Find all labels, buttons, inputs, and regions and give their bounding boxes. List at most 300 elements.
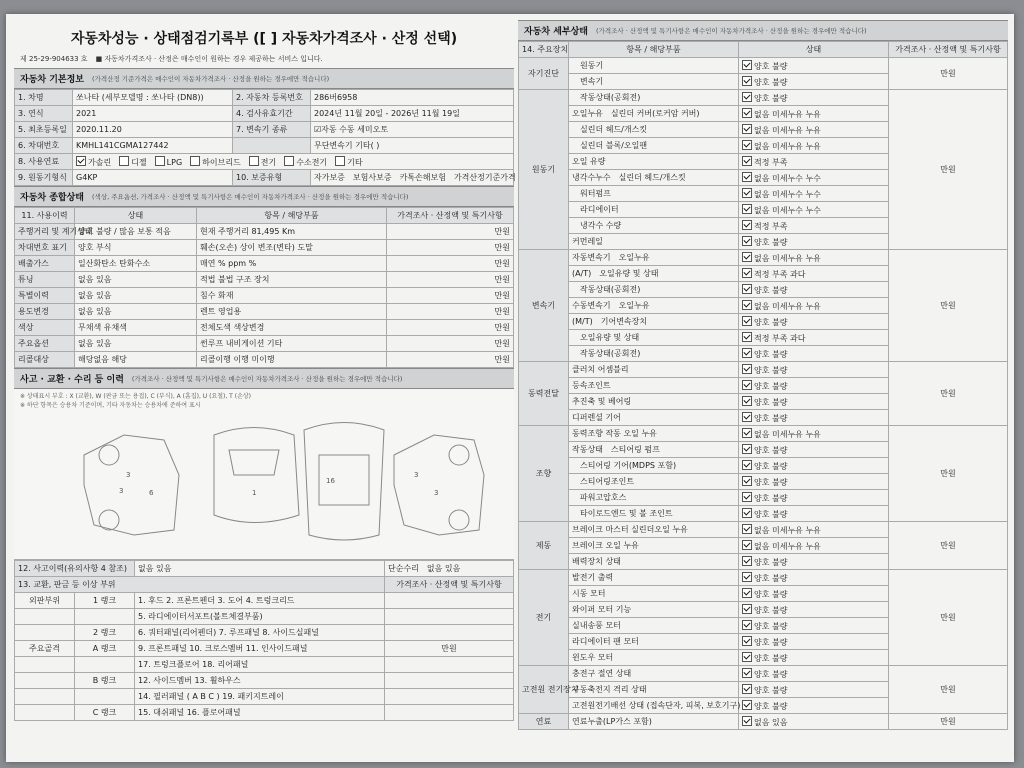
state-value[interactable] [739,90,889,106]
state-options: 없음 미세누수 누수 [754,173,821,183]
price-value: 만원 [387,240,514,256]
svg-text:6: 6 [149,489,154,497]
price-value [385,657,514,673]
table-row [519,362,1008,378]
checkbox-icon[interactable] [742,444,752,454]
state-value[interactable] [739,74,889,90]
summary-header [14,186,514,207]
field-label: 1. 차명 [15,90,73,106]
checkbox-icon[interactable] [76,156,86,166]
checkbox-icon[interactable] [742,540,752,550]
part-value [569,682,739,698]
state-options: 양호 불량 [754,317,788,327]
state-options: 양호 불량 [754,557,788,567]
option-label: 전기 [260,157,277,167]
item-label: 색상 [15,320,75,336]
state-options: 없음 미세누유 누유 [754,541,821,551]
state-options: 적정 부족 [754,221,788,231]
part-item: 기어변속장치 [600,317,648,326]
checkbox-icon[interactable] [742,380,752,390]
table-row [15,336,514,352]
table-row [15,657,514,673]
sub-item: (M/T) [572,317,593,326]
checkbox-icon[interactable] [742,588,752,598]
table-row [15,593,514,609]
part-item: 스티어링 펌프 [610,445,660,454]
state-value[interactable] [739,154,889,170]
device-group: 조향 [519,426,569,522]
state-value[interactable]: 없음 있음 [135,561,385,577]
part-value [569,410,739,426]
fuel-option[interactable] [249,156,276,168]
part-value [569,538,739,554]
table-row [519,426,1008,442]
fuel-options [73,154,514,170]
price-value: 만원 [387,224,514,240]
part-value [569,346,739,362]
field-label: 13. 교환, 판금 등 이상 부위 [15,577,385,593]
price-value [385,705,514,721]
part-value [569,250,739,266]
column-header: 항목 / 해당부품 [197,208,387,224]
state-value[interactable] [739,394,889,410]
state-options: 양호 불량 [754,493,788,503]
state-value[interactable]: 양호 불량 / 많음 보통 적음 [75,224,197,240]
checkbox-icon[interactable] [742,396,752,406]
table-row [15,625,514,641]
part-items[interactable]: 6. 쿼터패널(리어펜더) 7. 루프패널 8. 사이드실패널 [135,625,385,641]
fuel-option[interactable] [76,156,111,168]
price-value: 만원 [889,250,1008,362]
part-value [569,138,739,154]
part-item: 실린더 헤드/개스킷 [618,173,686,182]
state-value[interactable] [739,314,889,330]
part-value [569,490,739,506]
part-item: 실린더 블록/오일팬 [580,141,648,150]
part-items[interactable]: 12. 사이드멤버 13. 휠하우스 [135,673,385,689]
checkbox-icon[interactable] [742,716,752,726]
state-value[interactable] [739,218,889,234]
car-damage-diagram [14,389,514,560]
device-group: 제동 [519,522,569,570]
state-value[interactable] [739,266,889,282]
state-value[interactable]: 해당없음 해당 [75,352,197,368]
field-value: 286버6958 [311,90,514,106]
state-options: 없음 미세누유 누유 [754,301,821,311]
sub-item: 동력조향 작동 오일 누유 [572,429,657,438]
table-row [15,352,514,368]
state-value[interactable]: 일산화탄소 탄화수소 [75,256,197,272]
checkbox-icon[interactable] [742,348,752,358]
state-value[interactable] [739,570,889,586]
state-value[interactable]: 무채색 유채색 [75,320,197,336]
table-row [15,122,514,138]
sub-item: 클러치 어셈블리 [572,365,629,374]
column-header: 항목 / 해당부품 [569,42,739,58]
price-value [385,609,514,625]
fuel-option[interactable] [284,156,327,168]
part-item: 원동기 [580,61,604,70]
section-note: (가격조사 · 산정액 및 특기사항은 매수인이 자동차가격조사 · 산정을 원하는 경우에만 적습니다) [596,27,867,35]
item-label: 배출가스 [15,256,75,272]
part-group [15,705,75,721]
part-items[interactable]: 5. 라디에이터서포트(볼트체결부품) [135,609,385,625]
checkbox-icon[interactable] [742,204,752,214]
device-group: 고전원 전기장치 [519,666,569,714]
state-value[interactable] [739,346,889,362]
state-value[interactable] [739,682,889,698]
checkbox-icon[interactable] [190,156,200,166]
column-header: 가격조사 · 산정액 및 특기사항 [385,577,514,593]
field-label: 4. 검사유효기간 [233,106,311,122]
item-label: 주행거리 및 계기상태 [15,224,75,240]
sub-item: (A/T) [572,269,592,278]
section-title: 자동차 종합상태 [20,193,84,203]
state-value[interactable] [739,58,889,74]
state-options: 없음 미세누유 누유 [754,525,821,535]
sub-item: 라디에이터 팬 모터 [572,637,639,646]
checkbox-icon[interactable] [742,492,752,502]
state-value[interactable] [739,586,889,602]
part-item: 파워고압호스 [580,493,627,502]
field-label: 단순수리 [388,564,419,573]
checkbox-icon[interactable] [742,268,752,278]
checkbox-icon[interactable] [742,108,752,118]
table-row [15,138,514,154]
checkbox-icon[interactable] [742,460,752,470]
state-value[interactable]: 없음 있음 [75,336,197,352]
checkbox-icon[interactable] [155,156,165,166]
part-value [569,282,739,298]
table-row [15,224,514,240]
state-value[interactable] [739,378,889,394]
legend-line: ※ 하단 항목은 승용차 기준이며, 기타 자동차는 승용차에 준하여 표시 [20,402,201,409]
state-value[interactable] [739,602,889,618]
fuel-option[interactable] [335,156,362,168]
state-value[interactable] [739,250,889,266]
field-label: 10. 보증유형 [233,170,311,186]
part-value: 적법 불법 구조 장치 [197,272,387,288]
svg-text:1: 1 [252,489,257,497]
checkbox-icon[interactable] [742,124,752,134]
part-group [15,689,75,705]
checkbox-icon[interactable] [742,188,752,198]
part-value [569,666,739,682]
state-options: 적정 부족 과다 [754,269,806,279]
checkbox-icon[interactable] [742,620,752,630]
checkbox-icon[interactable] [742,508,752,518]
left-column [14,20,514,756]
state-options: 없음 미세누유 누유 [754,125,821,135]
part-value: 렌트 영업용 [197,304,387,320]
part-value [569,106,739,122]
state-value[interactable] [739,426,889,442]
sub-item: 등속조인트 [572,381,611,390]
price-value: 만원 [387,320,514,336]
checkbox-icon[interactable] [742,252,752,262]
table-row [15,106,514,122]
field-value: G4KP [73,170,233,186]
state-value[interactable] [739,138,889,154]
checkbox-icon[interactable] [335,156,345,166]
option-label: 하이브리드 [202,157,241,167]
part-rank: 1 랭크 [75,593,135,609]
state-options: 양호 불량 [754,61,788,71]
state-value[interactable] [739,106,889,122]
part-rank: B 랭크 [75,673,135,689]
state-value[interactable] [739,202,889,218]
warranty-item: 자가보증 [314,173,345,182]
part-items[interactable]: 15. 대쉬패널 16. 플로어패널 [135,705,385,721]
checkbox-icon[interactable] [742,300,752,310]
part-value [569,458,739,474]
checkbox-icon[interactable] [742,220,752,230]
state-value[interactable] [739,698,889,714]
part-rank [75,657,135,673]
state-value[interactable] [739,714,889,730]
part-value: 침수 화재 [197,288,387,304]
part-value [569,586,739,602]
checkbox-icon[interactable] [742,332,752,342]
sub-item: 냉각수누수 [572,173,611,182]
state-value[interactable] [739,474,889,490]
part-value: 현재 주행거리 81,495 Km [197,224,387,240]
table-row [15,641,514,657]
state-value[interactable] [739,538,889,554]
state-value[interactable] [739,650,889,666]
checkbox-icon[interactable] [742,60,752,70]
state-value[interactable] [739,522,889,538]
checkbox-icon[interactable] [742,556,752,566]
part-value [569,74,739,90]
wheel-icon [99,445,119,465]
price-value [385,593,514,609]
part-item: 실린더 커버(로커암 커버) [610,109,700,118]
car-underbody-view [304,423,384,541]
state-options: 양호 불량 [754,445,788,455]
part-value [569,186,739,202]
state-value[interactable] [739,554,889,570]
state-options: 양호 불량 [754,461,788,471]
table-row [15,673,514,689]
state-value[interactable]: 없음 있음 [75,304,197,320]
part-value [569,90,739,106]
section-note: (색상, 주요옵션, 가격조사 · 산정액 및 특기사항은 매수인이 자동차가격조사 · 산정을 원하는 경우에만 적습니다) [92,193,409,201]
item-label: 튜닝 [15,272,75,288]
checkbox-icon[interactable] [742,700,752,710]
state-value[interactable] [739,122,889,138]
section-note: (가격산정 기준가격은 매수인이 자동차가격조사 · 산정을 원하는 경우에만 적습니다) [92,75,330,83]
fuel-option[interactable] [119,156,146,168]
fuel-option[interactable] [190,156,241,168]
part-value: 리콜이행 이행 미이행 [197,352,387,368]
part-item: 작동상태(공회전) [580,285,641,294]
checkbox-icon[interactable] [742,92,752,102]
inspection-record-sheet [6,14,1014,762]
part-rank: 2 랭크 [75,625,135,641]
state-value[interactable] [739,506,889,522]
svg-text:3: 3 [126,471,131,479]
doc-header-row [14,54,514,68]
state-value[interactable] [739,442,889,458]
column-header: 가격조사 · 산정액 및 특기사항 [387,208,514,224]
part-item: 타이로드엔드 및 볼 조인트 [580,509,673,518]
checkbox-icon[interactable] [742,284,752,294]
checkbox-icon[interactable] [742,636,752,646]
price-value: 만원 [387,272,514,288]
part-rank: C 랭크 [75,705,135,721]
field-label [233,138,311,154]
state-value[interactable]: 없음 있음 [75,288,197,304]
sub-item: 시동 모터 [572,589,606,598]
column-header: 상태 [75,208,197,224]
part-item: 실린더 헤드/개스킷 [580,125,648,134]
part-value [569,202,739,218]
fuel-option[interactable] [155,156,182,167]
checkbox-icon[interactable] [742,140,752,150]
diagram-legend [14,389,514,413]
part-item: 스티어링 기어(MDPS 포함) [580,461,677,470]
field-value: 쏘나타 (세부모델명 : 쏘나타 (DN8)) [73,90,233,106]
section-title: 자동차 세부상태 [524,27,588,37]
column-header: 14. 주요장치 [519,42,569,58]
part-value [569,522,739,538]
part-value [569,602,739,618]
state-value[interactable] [739,330,889,346]
state-value[interactable] [739,170,889,186]
field-value: 2024년 11월 20일 - 2026년 11월 19일 [311,106,514,122]
field-value: 무단변속기 기타( ) [311,138,514,154]
state-value[interactable]: 양호 부식 [75,240,197,256]
checkbox-icon[interactable] [742,364,752,374]
car-side-view [84,435,179,535]
checkbox-icon[interactable] [742,76,752,86]
part-value [569,506,739,522]
part-value [569,618,739,634]
field-label: 6. 차대번호 [15,138,73,154]
checkbox-icon[interactable] [742,524,752,534]
checkbox-icon[interactable] [249,156,259,166]
checkbox-icon[interactable] [742,412,752,422]
state-value[interactable] [739,618,889,634]
state-options: 양호 불량 [754,605,788,615]
part-value [569,426,739,442]
checkbox-icon[interactable] [742,316,752,326]
checkbox-icon[interactable] [742,668,752,678]
section-note: (가격조사 · 산정액 및 특기사항은 매수인이 자동차가격조사 · 산정을 원하는 경우에만 적습니다) [131,375,403,383]
part-value [569,650,739,666]
item-label: 특별이력 [15,288,75,304]
part-items[interactable]: 1. 후드 2. 프론트펜더 3. 도어 4. 트렁크리드 [135,593,385,609]
part-group [15,673,75,689]
checkbox-icon[interactable] [742,476,752,486]
state-value[interactable] [739,234,889,250]
accident-header [14,368,514,389]
checkbox-icon[interactable] [742,604,752,614]
state-options: 양호 불량 [754,621,788,631]
option-label: 가솔린 [88,157,112,167]
field-label: 3. 연식 [15,106,73,122]
part-value: 매연 % ppm % [197,256,387,272]
part-group: 외판부위 [15,593,75,609]
state-value[interactable] [739,298,889,314]
price-value: 만원 [889,426,1008,522]
column-header: 상태 [739,42,889,58]
state-options: 적정 부족 [754,157,788,167]
svg-text:3: 3 [434,489,439,497]
state-value[interactable] [739,666,889,682]
checkbox-icon[interactable] [742,572,752,582]
state-value[interactable] [739,186,889,202]
part-rank [75,609,135,625]
field-value: KMHL141CGMA127442 [73,138,233,154]
checkbox-icon[interactable] [742,236,752,246]
state-value[interactable]: 없음 있음 [426,564,461,573]
state-options: 양호 불량 [754,349,788,359]
checkbox-icon[interactable] [742,156,752,166]
part-value [569,122,739,138]
state-value[interactable] [739,634,889,650]
part-value [569,330,739,346]
checkbox-icon[interactable] [742,172,752,182]
checkbox-icon[interactable] [119,156,129,166]
part-items[interactable]: 9. 프론트패널 10. 크로스멤버 11. 인사이드패널 [135,641,385,657]
accident-history-row [15,561,514,577]
sub-item: 실내송풍 모터 [572,621,621,630]
part-value [569,394,739,410]
header-row [519,42,1008,58]
table-row [15,304,514,320]
state-options: 없음 미세누유 누유 [754,253,821,263]
checkbox-icon[interactable] [742,428,752,438]
item-label: 차대번호 표기 [15,240,75,256]
state-value[interactable]: 없음 있음 [75,272,197,288]
part-item: 라디에이터 [580,205,619,214]
sub-item: 작동상태 [572,445,603,454]
simple-repair [385,561,514,577]
part-value [569,634,739,650]
field-label: 8. 사용연료 [15,154,73,170]
state-value[interactable] [739,490,889,506]
state-value[interactable] [739,410,889,426]
parts-header-row [15,577,514,593]
sub-item: 오일누유 [572,109,603,118]
engine-row [15,170,514,186]
state-value[interactable] [739,458,889,474]
car-outline-drawing [14,415,514,555]
state-options: 양호 불량 [754,637,788,647]
checkbox-icon[interactable] [742,684,752,694]
summary-table [14,207,514,368]
state-value[interactable] [739,362,889,378]
part-item: 오일유량 및 상태 [580,333,640,342]
part-items[interactable]: 14. 필러패널 ( A B C ) 19. 패키지트레이 [135,689,385,705]
sub-item: 배력장치 상태 [572,557,621,566]
warranty-item: 보험사보증 [352,173,392,182]
checkbox-icon[interactable] [742,652,752,662]
price-value: 만원 [385,641,514,657]
table-row [15,90,514,106]
item-label: 리콜대상 [15,352,75,368]
price-value [385,673,514,689]
checkbox-icon[interactable] [284,156,294,166]
field-label: 5. 최초등록일 [15,122,73,138]
part-items[interactable]: 17. 트렁크플로어 18. 리어패널 [135,657,385,673]
part-value [569,266,739,282]
part-value: 전체도색 색상변경 [197,320,387,336]
state-value[interactable] [739,282,889,298]
price-value: 만원 [889,58,1008,90]
